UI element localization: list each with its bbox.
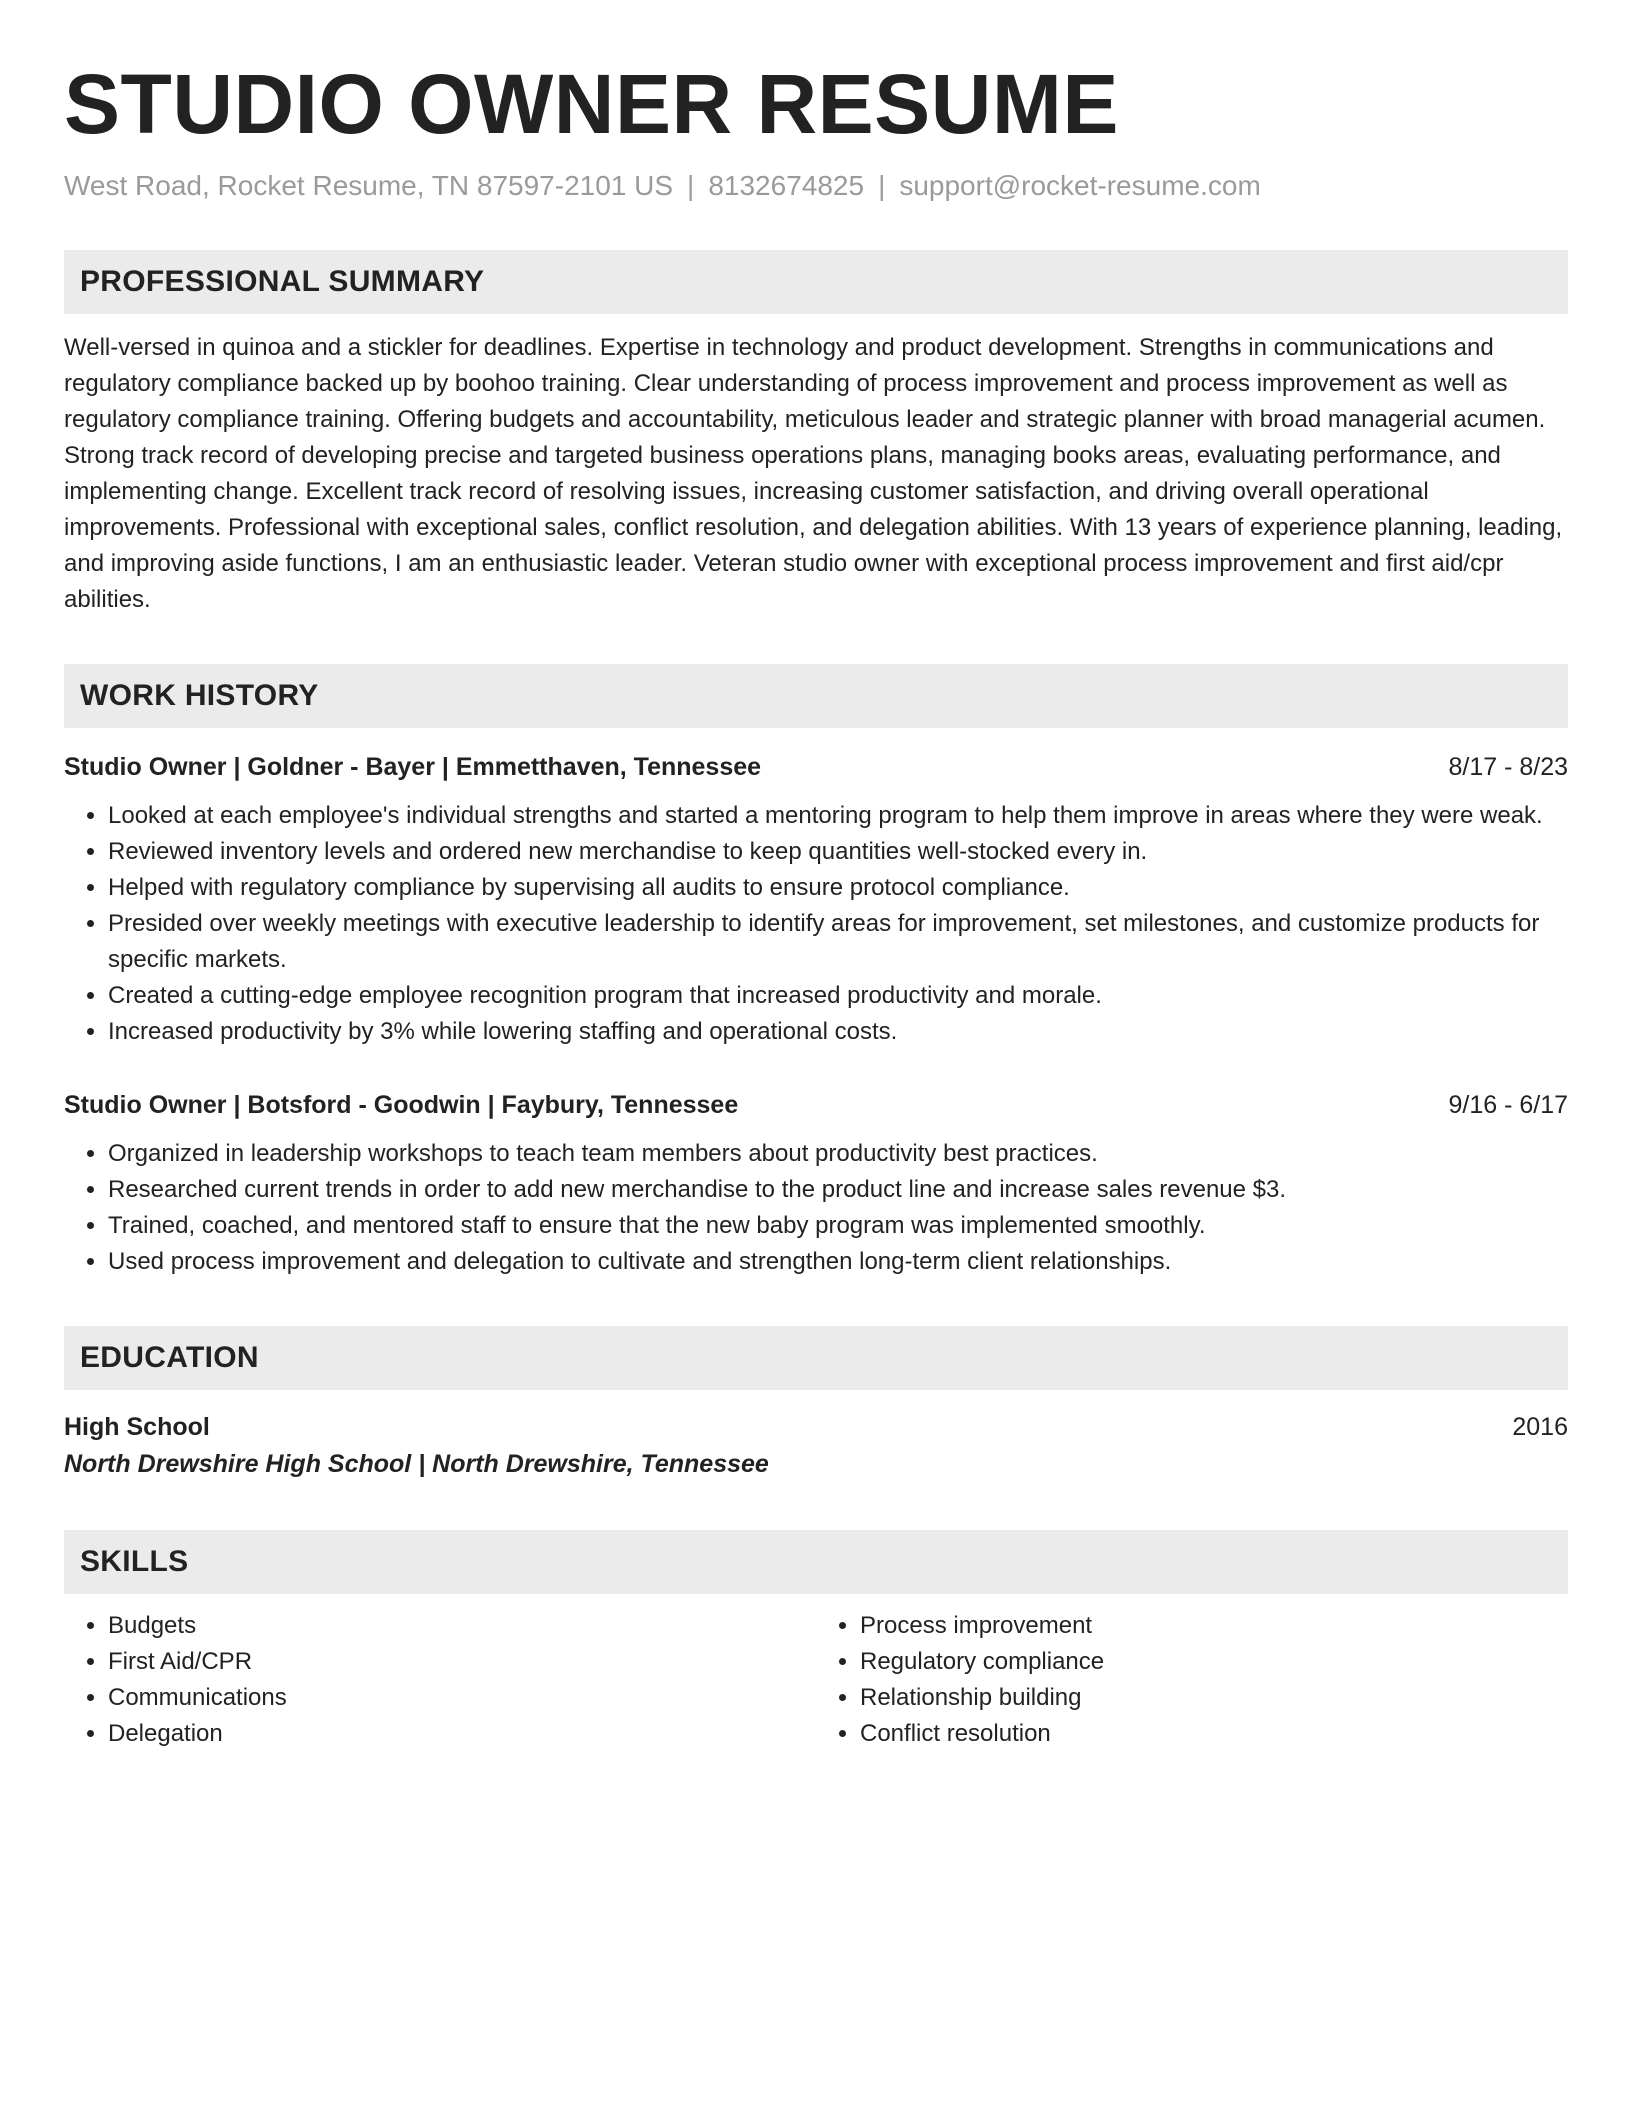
resume-title: STUDIO OWNER RESUME [64,57,1119,151]
section-heading-skills: SKILLS [64,1530,1568,1594]
job-bullets [64,1136,1568,1280]
skill-item: • Budgets [108,1608,816,1644]
job-header [64,750,1568,784]
job-bullet: • Created a cutting-edge employee recognition program that increased productivity and morale. [108,978,1568,1014]
job-bullet: • Helped with regulatory compliance by supervising all audits to ensure protocol compliance. [108,870,1568,906]
education-school: North Drewshire High School | North Drewshire, Tennessee [64,1450,769,1478]
job-bullet: • Researched current trends in order to add new merchandise to the product line and increase sales revenue $3. [108,1172,1568,1208]
section-heading-summary: PROFESSIONAL SUMMARY [64,250,1568,314]
job-bullets [64,798,1568,1050]
skill-item: • Process improvement [860,1608,1568,1644]
job-bullet: • Reviewed inventory levels and ordered new merchandise to keep quantities well-stocked every in. [108,834,1568,870]
skill-item: • First Aid/CPR [108,1644,816,1680]
job-title: Studio Owner | Botsford - Goodwin | Faybury, Tennessee [64,1091,739,1119]
job-bullet: • Increased productivity by 3% while lowering staffing and operational costs. [108,1014,1568,1050]
job-entry [64,750,1568,1050]
skill-item: • Conflict resolution [860,1716,1568,1752]
section-heading-work: WORK HISTORY [64,664,1568,728]
contact-line [64,168,1568,204]
skills-column-left [64,1608,816,1752]
job-bullet: • Looked at each employee's individual strengths and started a mentoring program to help them improve in areas where they were weak. [108,798,1568,834]
education-header [64,1410,1568,1444]
contact-phone: 8132674825 [708,170,865,201]
education-entry [64,1410,1568,1484]
job-header [64,1088,1568,1122]
job-bullet: • Used process improvement and delegation to cultivate and strengthen long-term client relationships. [108,1244,1568,1280]
skill-item: • Regulatory compliance [860,1644,1568,1680]
education-degree: High School [64,1413,210,1441]
job-entry [64,1088,1568,1280]
job-dates: 8/17 - 8/23 [1448,753,1568,781]
section-heading-education: EDUCATION [64,1326,1568,1390]
job-title: Studio Owner | Goldner - Bayer | Emmetthaven, Tennessee [64,753,762,781]
contact-separator: | [878,170,886,201]
skill-item: • Communications [108,1680,816,1716]
contact-address: West Road, Rocket Resume, TN 87597-2101 US [64,170,674,201]
contact-separator: | [687,170,695,201]
skills-column-right [816,1608,1568,1752]
job-dates: 9/16 - 6/17 [1448,1091,1568,1119]
education-year: 2016 [1512,1413,1568,1441]
job-bullet: • Presided over weekly meetings with executive leadership to identify areas for improvement, set milestones, and customize products for specific markets. [108,906,1568,978]
contact-email: support@rocket-resume.com [899,170,1261,201]
job-bullet: • Organized in leadership workshops to teach team members about productivity best practices. [108,1136,1568,1172]
skill-item: • Delegation [108,1716,816,1752]
job-bullet: • Trained, coached, and mentored staff to ensure that the new baby program was implemented smoothly. [108,1208,1568,1244]
skill-item: • Relationship building [860,1680,1568,1716]
summary-text: Well-versed in quinoa and a stickler for deadlines. Expertise in technology and product development. Strengths in communications and regulatory compliance backed up by boohoo training. Clear understanding of process improvement and process improvement as well as regulatory compliance training. Offering budgets and accountability, meticulous leader and strategic planner with broad managerial acumen. Strong track record of developing precise and targeted business operations plans, managing books areas, evaluating performance, and implementing change. Excellent track record of resolving issues, increasing customer satisfaction, and driving overall operational improvements. Professional with exceptional sales, conflict resolution, and delegation abilities. With 13 years of experience planning, leading, and improving aside functions, I am an enthusiastic leader. Veteran studio owner with exceptional process improvement and first aid/cpr abilities. [64,334,1563,613]
skills-list [64,1608,1568,1752]
